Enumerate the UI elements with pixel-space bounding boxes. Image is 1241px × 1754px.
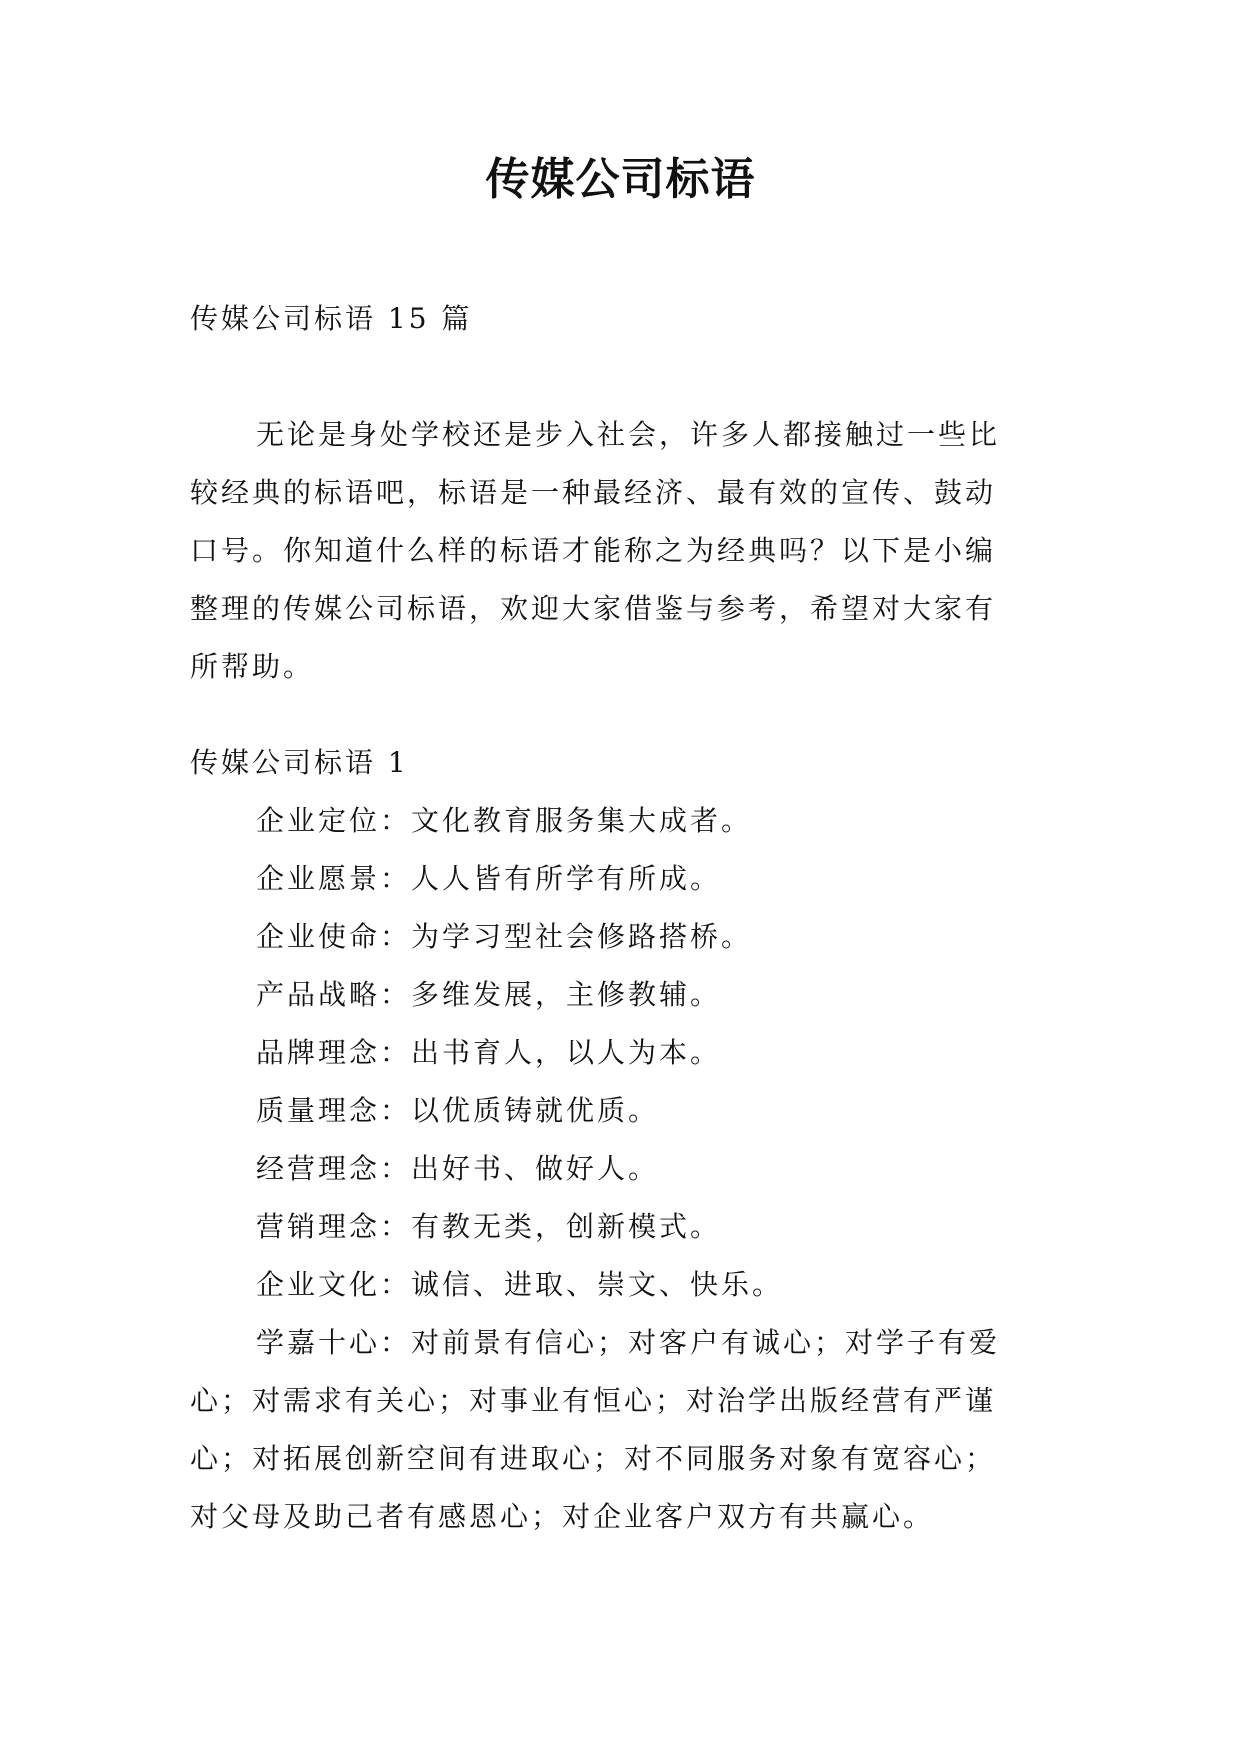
slogan-item: 营销理念：有教无类，创新模式。 — [256, 1210, 722, 1243]
spacer — [190, 696, 1060, 734]
slogan-item: 产品战略：多维发展，主修教辅。 — [256, 978, 722, 1011]
slogan-item: 经营理念：出好书、做好人。 — [256, 1152, 660, 1185]
document-body — [190, 290, 1060, 1546]
final-line: 学嘉十心：对前景有信心；对客户有诚心；对学子有爱 — [256, 1326, 1001, 1359]
slogan-item: 企业文化：诚信、进取、崇文、快乐。 — [256, 1268, 784, 1301]
slogan-item: 品牌理念：出书育人，以人为本。 — [256, 1036, 722, 1069]
final-line: 对父母及助己者有感恩心；对企业客户双方有共赢心。 — [190, 1500, 935, 1533]
intro-line: 口号。你知道什么样的标语才能称之为经典吗？以下是小编 — [190, 534, 997, 567]
final-line: 心；对拓展创新空间有进取心；对不同服务对象有宽容心； — [190, 1442, 997, 1475]
slogan-item: 企业愿景：人人皆有所学有所成。 — [256, 862, 722, 895]
intro-line: 所帮助。 — [190, 650, 315, 683]
slogan-item: 企业定位：文化教育服务集大成者。 — [256, 804, 753, 837]
intro-line: 较经典的标语吧，标语是一种最经济、最有效的宣传、鼓动 — [190, 476, 997, 509]
final-line: 心；对需求有关心；对事业有恒心；对治学出版经营有严谨 — [190, 1384, 997, 1417]
intro-paragraph — [190, 406, 1060, 696]
page-title: 传媒公司标语 — [485, 154, 756, 205]
section-heading: 传媒公司标语 1 — [190, 746, 409, 779]
intro-line: 无论是身处学校还是步入社会，许多人都接触过一些比 — [256, 418, 1001, 451]
slogan-item: 企业使命：为学习型社会修路搭桥。 — [256, 920, 753, 953]
slogan-list — [190, 792, 1060, 1314]
final-paragraph — [190, 1314, 1060, 1546]
slogan-item: 质量理念：以优质铸就优质。 — [256, 1094, 660, 1127]
intro-line: 整理的传媒公司标语，欢迎大家借鉴与参考，希望对大家有 — [190, 592, 997, 625]
spacer — [190, 348, 1060, 406]
subtitle: 传媒公司标语 15 篇 — [190, 302, 473, 335]
